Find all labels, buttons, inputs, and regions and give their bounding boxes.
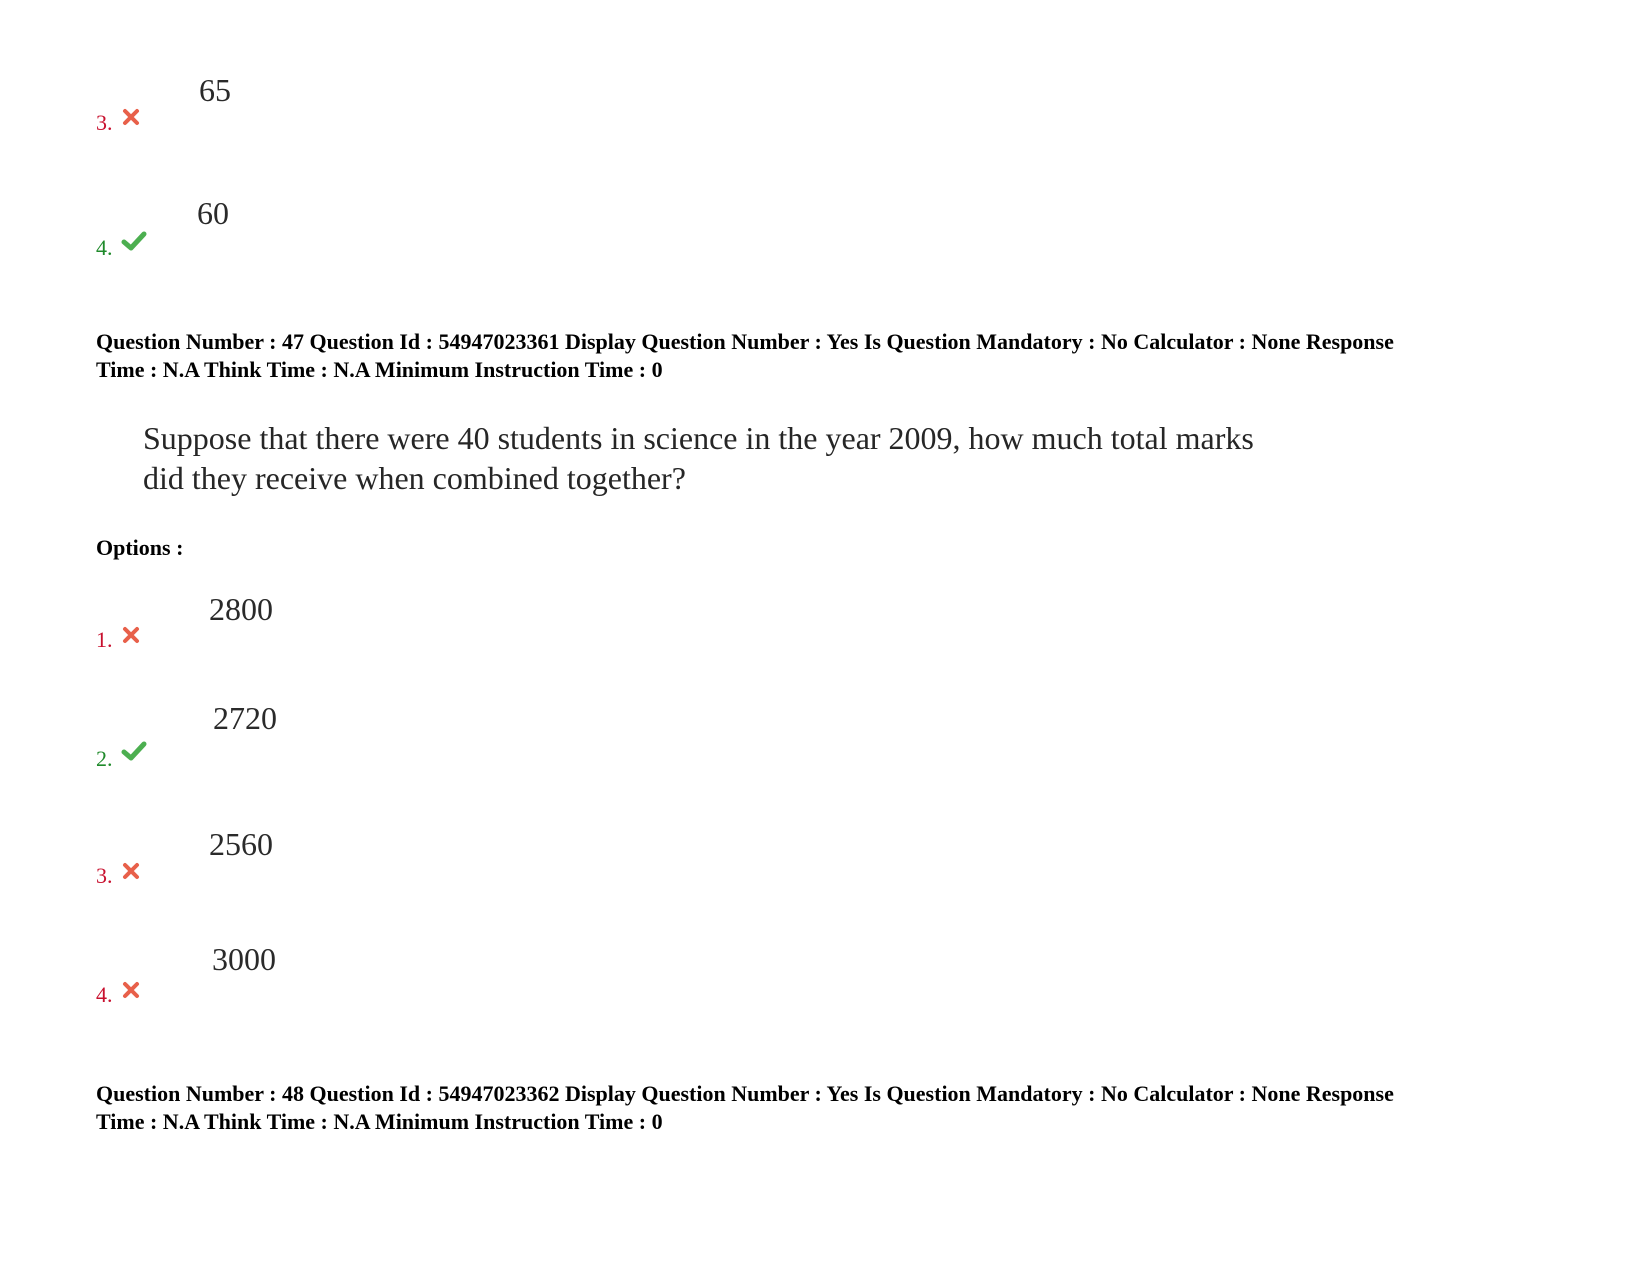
question-text-line: Suppose that there were 40 students in science in the year 2009, how much total marks (143, 420, 1254, 456)
option-number: 1. (96, 627, 113, 652)
option-row-1 (96, 627, 113, 653)
cross-icon (122, 981, 146, 1005)
option-row-4 (96, 982, 113, 1008)
option-number: 4. (96, 235, 113, 260)
cross-icon (122, 108, 146, 132)
option-row-prev-3 (96, 110, 113, 136)
option-value: 60 (197, 195, 229, 231)
meta-line: Time : N.A Think Time : N.A Minimum Instruction Time : 0 (96, 357, 663, 382)
option-number: 3. (96, 863, 113, 888)
meta-line: Time : N.A Think Time : N.A Minimum Instruction Time : 0 (96, 1109, 663, 1134)
question-47-meta (96, 328, 1576, 384)
question-48-meta (96, 1080, 1576, 1136)
option-value: 65 (199, 72, 231, 108)
option-row-prev-4 (96, 235, 113, 261)
question-47-text (143, 418, 1393, 498)
option-row-2 (96, 746, 113, 772)
option-value: 3000 (212, 941, 276, 977)
options-label: Options : (96, 535, 184, 560)
check-icon (121, 740, 145, 764)
option-number: 4. (96, 982, 113, 1007)
option-value: 2560 (209, 826, 273, 862)
option-value: 2720 (213, 700, 277, 736)
option-number: 3. (96, 110, 113, 135)
option-value: 2800 (209, 591, 273, 627)
check-icon (121, 230, 145, 254)
cross-icon (122, 862, 146, 886)
option-row-3 (96, 863, 113, 889)
cross-icon (122, 626, 146, 650)
meta-line: Question Number : 47 Question Id : 54947023361 Display Question Number : Yes Is Question Mandatory : No Calculator : None Response (96, 329, 1394, 354)
meta-line: Question Number : 48 Question Id : 54947023362 Display Question Number : Yes Is Question Mandatory : No Calculator : None Response (96, 1081, 1394, 1106)
option-number: 2. (96, 746, 113, 771)
question-text-line: did they receive when combined together? (143, 460, 686, 496)
